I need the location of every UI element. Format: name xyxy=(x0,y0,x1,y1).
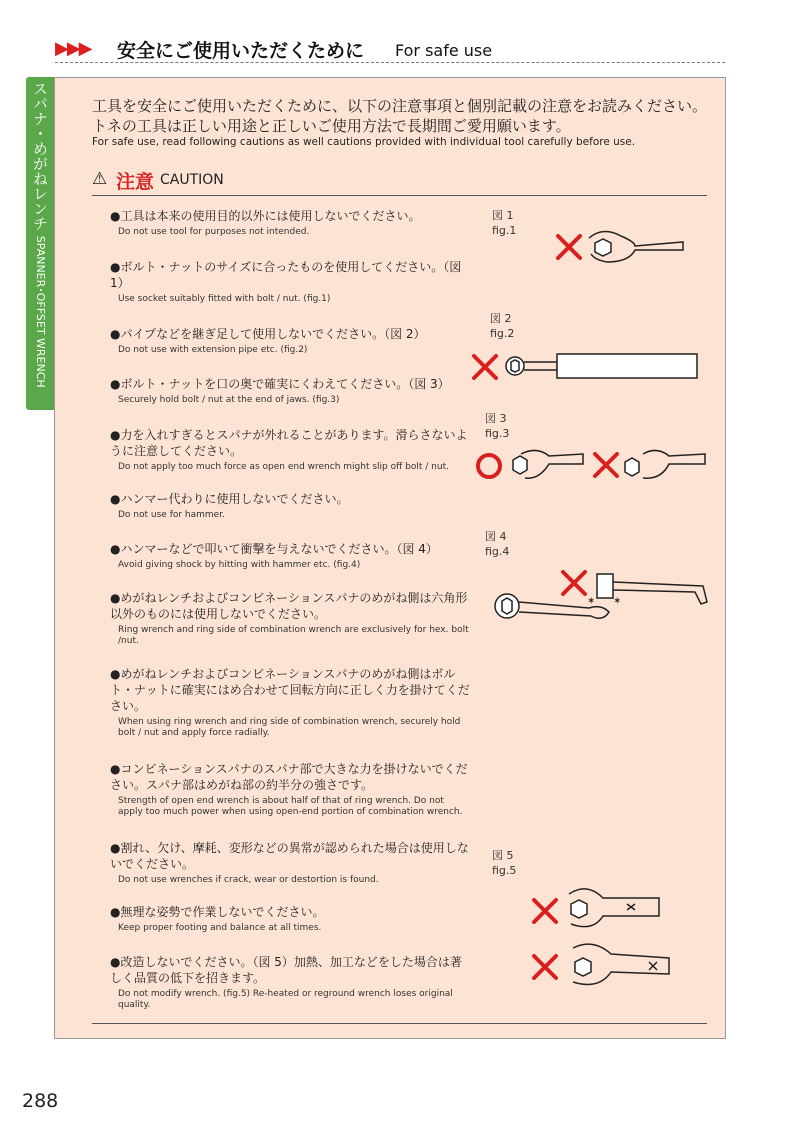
caution-item xyxy=(110,590,470,647)
figure-3-illustration xyxy=(475,446,707,490)
cross-mark-icon xyxy=(558,236,580,258)
side-tab-label xyxy=(29,81,51,388)
caution-item xyxy=(110,761,470,818)
caution-item xyxy=(110,904,470,934)
header-divider xyxy=(55,62,725,63)
caution-heading-en: CAUTION xyxy=(160,172,224,188)
caution-item-en: When using ring wrench and ring side of combination wrench, securely hold bolt / nut and apply force radially. xyxy=(118,717,461,738)
page-header xyxy=(55,36,725,66)
figure-5-illustration xyxy=(531,878,711,988)
cross-mark-icon xyxy=(595,454,617,476)
caution-item xyxy=(110,259,470,305)
caution-item xyxy=(110,491,470,521)
caution-item xyxy=(110,840,470,886)
caution-item-en: Avoid giving shock by hitting with hammer etc. (fig.4) xyxy=(118,560,361,570)
figure-1-illustration xyxy=(555,228,690,278)
caution-item-ja: ●コンビネーションスパナのスパナ部で大きな力を掛けないでください。スパナ部はめがね部の約半分の強さです。 xyxy=(110,762,468,792)
caution-item-en: Do not use wrenches if crack, wear or destortion is found. xyxy=(118,875,379,885)
caution-item xyxy=(110,208,470,238)
open-end-wrench-icon xyxy=(589,231,683,262)
cross-mark-icon xyxy=(474,356,496,378)
open-end-wrench-icon xyxy=(625,450,705,478)
caution-item-ja: ●無理な姿勢で作業しないでください。 xyxy=(110,905,325,919)
caution-item xyxy=(110,541,470,571)
caution-item-ja: ●改造しないでください。（図 5）加熱、加工などをした場合は著しく品質の低下を招きます。 xyxy=(110,955,462,985)
panel-bottom-divider xyxy=(92,1023,707,1024)
caution-item-ja: ●工具は本来の使用目的以外には使用しないでください。 xyxy=(110,209,421,223)
caution-item-en: Strength of open end wrench is about half of that of ring wrench. Do not apply too much power when using open-end portion of combination wrench. xyxy=(118,796,463,817)
caution-item-en: Do not use tool for purposes not intended. xyxy=(118,227,310,237)
caution-item-ja: ●めがねレンチおよびコンビネーションスパナのめがね側はボルト・ナットに確実にはめ合わせて回転方向に正しく力を掛けてください。 xyxy=(110,667,470,713)
caution-item-en: Keep proper footing and balance at all times. xyxy=(118,923,322,933)
caution-item-ja: ●ハンマーなどで叩いて衝撃を与えないでください。（図 4） xyxy=(110,542,438,556)
caution-item xyxy=(110,666,470,739)
caution-item-ja: ●力を入れすぎるとスパナが外れることがあります。滑らさないように注意してください。 xyxy=(110,428,468,458)
svg-text:✶: ✶ xyxy=(613,596,622,607)
caution-item-en: Do not modify wrench. (fig.5) Re-heated or reground wrench loses original quality. xyxy=(118,989,453,1010)
caution-heading xyxy=(92,167,707,196)
figure-2-illustration xyxy=(471,348,703,388)
caution-item xyxy=(110,376,470,406)
cross-mark-icon xyxy=(534,900,556,978)
figure-1-label: 図 1 fig.1 xyxy=(492,209,517,237)
caution-item-en: Ring wrench and ring side of combination wrench are exclusively for hex. bolt /nut. xyxy=(118,625,469,646)
open-end-wrench-icon xyxy=(573,944,669,984)
caution-item xyxy=(110,427,470,473)
figure-2-label: 図 2 fig.2 xyxy=(490,312,515,340)
caution-panel xyxy=(54,77,726,1039)
circle-ok-mark-icon xyxy=(478,455,500,477)
extension-pipe-icon xyxy=(557,354,697,378)
caution-item-ja: ●割れ、欠け、摩耗、変形などの異常が認められた場合は使用しないでください。 xyxy=(110,841,469,871)
caution-item-en: Do not use with extension pipe etc. (fig.2) xyxy=(118,345,308,355)
svg-text:✶: ✶ xyxy=(587,596,596,607)
page-title-ja: 安全にご使用いただくために xyxy=(117,40,365,62)
caution-item-ja: ●めがねレンチおよびコンビネーションスパナのめがね側は六角形以外のものには使用しないでください。 xyxy=(110,591,468,621)
open-end-wrench-icon xyxy=(513,450,583,478)
caution-item-en: Do not apply too much force as open end wrench might slip off bolt / nut. xyxy=(118,462,449,472)
figure-4-illustration xyxy=(491,568,711,638)
caution-item xyxy=(110,954,470,1011)
side-tab-label-en: SPANNER･OFFSET WRENCH xyxy=(34,235,47,388)
figure-3-label: 図 3 fig.3 xyxy=(485,412,510,440)
caution-item xyxy=(110,326,470,356)
triple-arrow-icon: ▶▶▶ xyxy=(55,38,91,59)
caution-item-ja: ●ハンマー代わりに使用しないでください。 xyxy=(110,492,349,506)
caution-item-en: Do not use for hammer. xyxy=(118,510,225,520)
figure-4-label: 図 4 fig.4 xyxy=(485,530,510,558)
page-title-en: For safe use xyxy=(395,41,493,60)
side-tab-label-ja: スパナ・めがねレンチ xyxy=(31,81,49,231)
warning-triangle-icon: ⚠ xyxy=(92,169,108,189)
cross-mark-icon xyxy=(563,572,585,594)
open-end-wrench-icon xyxy=(569,889,659,927)
ring-wrench-icon xyxy=(506,357,557,375)
caution-item-ja: ●ボルト・ナットを口の奥で確実にくわえてください。（図 3） xyxy=(110,377,450,391)
section-side-tab xyxy=(26,77,54,410)
caution-item-ja: ●パイプなどを継ぎ足して使用しないでください。（図 2） xyxy=(110,327,426,341)
caution-item-ja: ●ボルト・ナットのサイズに合ったものを使用してください。（図 1） xyxy=(110,260,462,290)
caution-item-en: Use socket suitably fitted with bolt / nut. (fig.1) xyxy=(118,294,331,304)
page-number: 288 xyxy=(22,1090,59,1112)
intro-text-ja: 工具を安全にご使用いただくために、以下の注意事項と個別記載の注意をお読みください。トネの工具は正しい用途と正しいご使用方法で長期間ご愛用願います。 xyxy=(92,97,708,135)
caution-item-en: Securely hold bolt / nut at the end of jaws. (fig.3) xyxy=(118,395,340,405)
intro-text-en: For safe use, read following cautions as well cautions provided with individual tool carefully before use. xyxy=(92,136,636,148)
figure-5-label: 図 5 fig.5 xyxy=(492,849,517,877)
caution-heading-ja: 注意 xyxy=(116,171,155,193)
